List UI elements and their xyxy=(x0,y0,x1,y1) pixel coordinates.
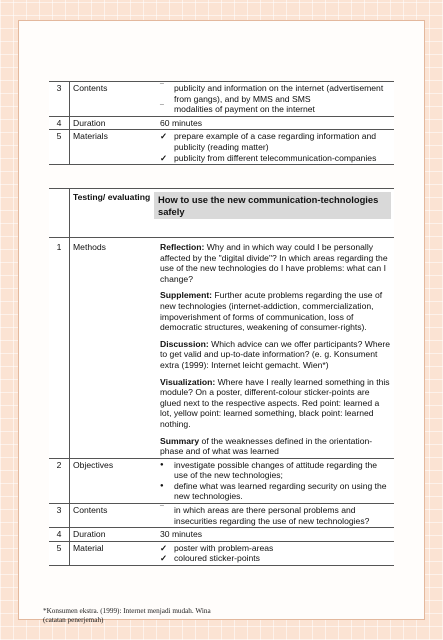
table-row xyxy=(49,542,394,566)
list-item: ✓ publicity from different telecommunication-companies xyxy=(160,153,391,164)
section-title: How to use the new communication-technologies safely xyxy=(154,192,391,219)
row-number: 4 xyxy=(49,528,70,541)
list-item: ¯ modalities of payment on the internet xyxy=(160,104,315,115)
table-row xyxy=(49,528,394,542)
checkmark-icon xyxy=(160,131,174,152)
table-row xyxy=(49,81,394,117)
list-item: ✓ poster with problem-areas xyxy=(160,543,391,554)
row-content xyxy=(154,542,394,565)
row-number: 4 xyxy=(49,117,70,130)
dash-marker: ¯ xyxy=(160,84,164,91)
list-item: ¯ publicity and information on the internet (advertisement from gangs), and by MMS and SMS xyxy=(160,83,384,104)
checkmark-icon xyxy=(160,543,174,554)
methods-paragraph: Reflection: Why and in which way could I be personally affected by the "digital divide"? In which areas regarding the use of the new technologies do I have problems: what can I change? xyxy=(160,242,388,284)
row-content xyxy=(154,459,394,503)
row-label: Material xyxy=(73,542,104,553)
row-label: Duration xyxy=(73,529,106,540)
methods-paragraph: Discussion: Which advice can we offer participants? Where to get valid and up-to-date information? (e. g. Konsument extra (1999): Internet leicht gemacht. Wien*) xyxy=(160,338,391,370)
row-label: Duration xyxy=(73,117,106,128)
bullet-icon xyxy=(160,460,174,481)
list-item: ✓ coloured sticker-points xyxy=(160,553,391,564)
dash-marker: ¯ xyxy=(160,105,164,113)
row-number: 5 xyxy=(49,542,70,565)
row-content: 60 minutes xyxy=(160,117,203,128)
methods-paragraph: Summary of the weaknesses defined in the orientation-phase and of what was learned xyxy=(160,435,373,457)
table-row xyxy=(49,504,394,528)
row-content xyxy=(154,504,394,527)
list-item: ✓ prepare example of a case regarding information and publicity (reading matter) xyxy=(160,131,391,152)
footnote: *Konsumen ekstra. (1999): Internet menjadi mudah. Wina (catatan penerjemah) xyxy=(43,607,211,624)
methods-paragraph: Visualization: Where have I really learned something in this module? On a poster, different-colour sticker-points are glued next to the respective aspects. Red point: learned a lot, yellow point: learned something, black point: learned nothing. xyxy=(160,376,390,429)
header-label: Testing/ evaluating xyxy=(73,192,151,202)
row-label: Contents xyxy=(73,505,108,516)
row-content xyxy=(154,82,394,116)
row-number: 2 xyxy=(49,459,70,503)
checkmark-icon xyxy=(160,553,174,564)
row-label: Materials xyxy=(73,131,108,142)
row-number: 5 xyxy=(49,130,70,164)
methods-content xyxy=(154,238,394,458)
table-row xyxy=(49,238,394,459)
row-label: Contents xyxy=(73,83,108,93)
row-label: Methods xyxy=(73,242,106,252)
row-content xyxy=(154,130,394,164)
row-number: 3 xyxy=(49,82,70,116)
table-row xyxy=(49,117,394,131)
row-number: 1 xyxy=(49,238,70,458)
document-page xyxy=(18,20,425,624)
table-row xyxy=(49,459,394,504)
row-number: 3 xyxy=(49,504,70,527)
methods-paragraph: Supplement: Further acute problems regarding the use of new technologies (internet-addiction, commercialization, impoverishment of forms of communication, loss of democratic structures, weakening of consumer-rights). xyxy=(160,290,383,333)
table-fragment-bottom xyxy=(49,188,394,566)
checkmark-icon xyxy=(160,153,174,164)
table-row xyxy=(49,130,394,165)
list-item: ● investigate possible changes of attitude regarding the use of the new technologies; xyxy=(160,460,391,481)
row-content: 30 minutes xyxy=(160,529,203,540)
table-header-row xyxy=(49,188,394,238)
bullet-icon xyxy=(160,481,174,502)
row-label: Objectives xyxy=(73,459,114,470)
dash-marker: ¯ xyxy=(160,506,164,514)
list-item: ● define what was learned regarding security on using the new technologies. xyxy=(160,481,391,502)
list-item: ¯ in which areas are there personal problems and insecurities regarding the use of new technologies? xyxy=(160,505,370,526)
table-fragment-top xyxy=(49,81,394,165)
